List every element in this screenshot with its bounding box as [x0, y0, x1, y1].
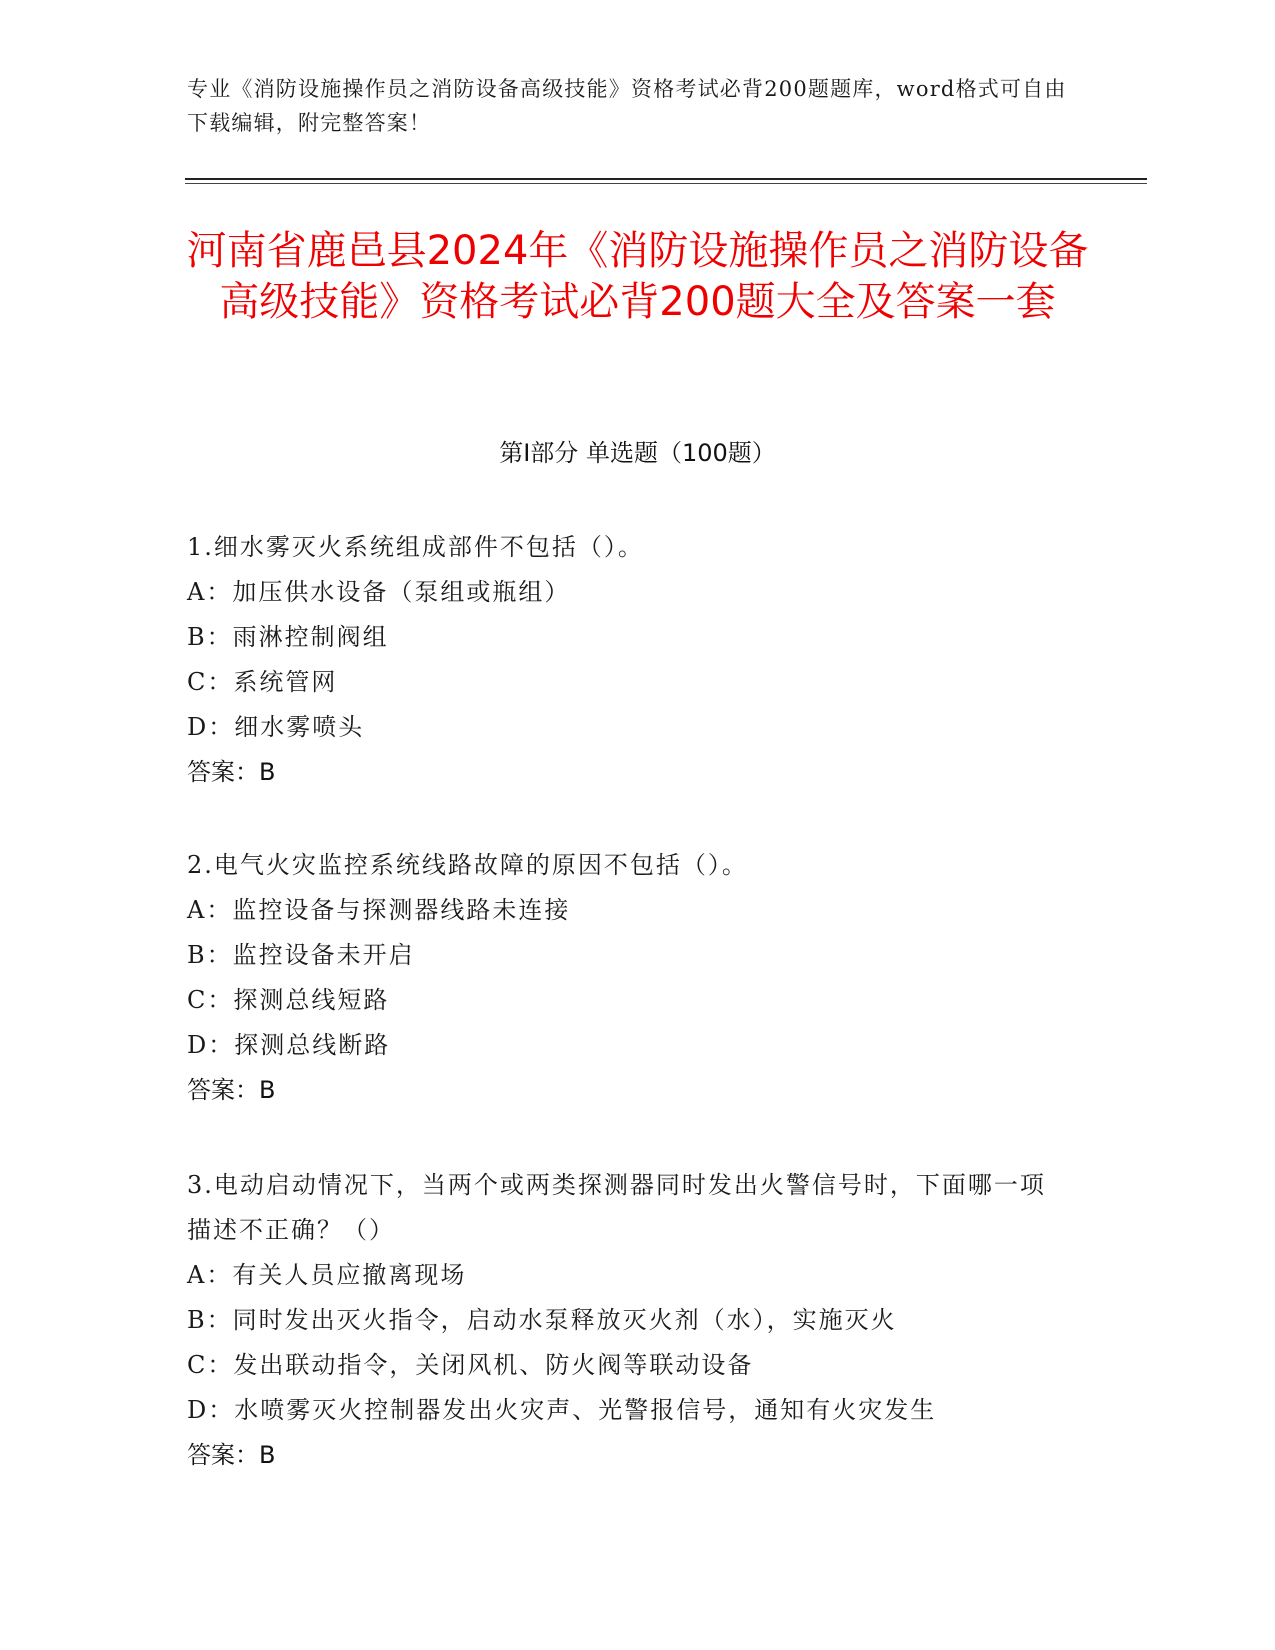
- question-item: [187, 525, 1067, 795]
- header-note: 专业《消防设施操作员之消防设备高级技能》资格考试必背200题题库，word格式可自由下载编辑，附完整答案！: [187, 77, 1067, 135]
- option-b: B：雨淋控制阀组: [187, 623, 389, 651]
- option-c: C：探测总线短路: [187, 986, 390, 1014]
- option-c: C：系统管网: [187, 668, 338, 696]
- answer-line: 答案：B: [187, 1441, 276, 1469]
- question-stem: 1.细水雾灭火系统组成部件不包括（）。: [187, 533, 644, 561]
- header-divider-thin: [185, 183, 1147, 184]
- option-b: B：同时发出灭火指令，启动水泵释放灭火剂（水），实施灭火: [187, 1306, 897, 1334]
- question-stem: 3.电动启动情况下，当两个或两类探测器同时发出火警信号时，下面哪一项描述不正确？（）: [187, 1171, 1046, 1244]
- option-d: D：细水雾喷头: [187, 713, 365, 741]
- option-a: A：有关人员应撤离现场: [187, 1261, 467, 1289]
- header-divider-thick: [185, 178, 1147, 180]
- question-item: [187, 1163, 1067, 1478]
- option-a: A：监控设备与探测器线路未连接: [187, 896, 571, 924]
- option-a: A：加压供水设备（泵组或瓶组）: [187, 578, 571, 606]
- option-d: D：水喷雾灭火控制器发出火灾声、光警报信号，通知有火灾发生: [187, 1396, 937, 1424]
- document-title: 河南省鹿邑县2024年《消防设施操作员之消防设备高级技能》资格考试必背200题大全及答案一套: [186, 228, 1089, 325]
- section-heading: 第I部分 单选题（100题）: [499, 439, 776, 467]
- option-c: C：发出联动指令，关闭风机、防火阀等联动设备: [187, 1351, 754, 1379]
- answer-line: 答案：B: [187, 758, 276, 786]
- option-b: B：监控设备未开启: [187, 941, 415, 969]
- option-d: D：探测总线断路: [187, 1031, 391, 1059]
- question-stem: 2.电气火灾监控系统线路故障的原因不包括（）。: [187, 851, 748, 879]
- question-item: [187, 843, 1067, 1113]
- answer-line: 答案：B: [187, 1076, 276, 1104]
